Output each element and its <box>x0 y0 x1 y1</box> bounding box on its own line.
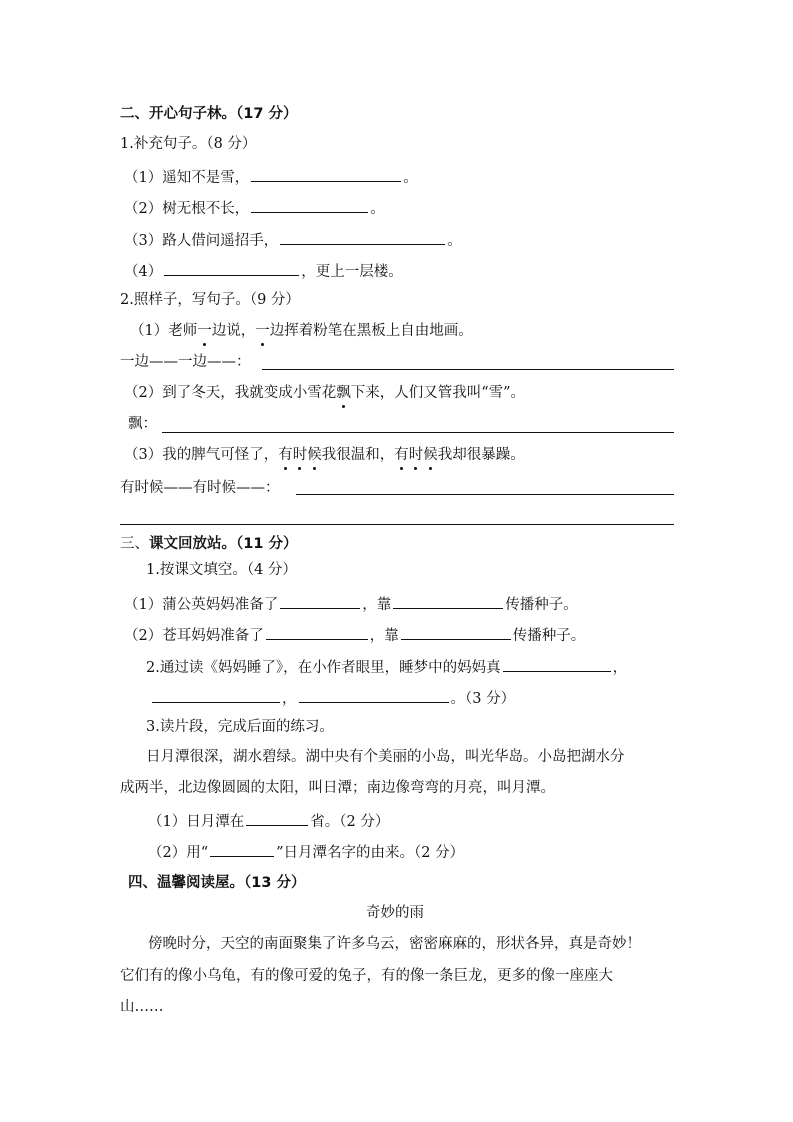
q2-1-item-3-end: 。 <box>447 233 462 249</box>
sentence-part: 下来，人们又管我叫“雪”。 <box>350 385 526 401</box>
sentence-part: 省。（2 分） <box>310 814 390 830</box>
answer-line[interactable] <box>296 494 674 495</box>
q2-1-item-2-end: 。 <box>370 201 385 217</box>
sentence-part: 传播种子。 <box>505 597 578 613</box>
answer-line[interactable] <box>120 524 674 525</box>
emphasis-char: 时 <box>408 447 424 463</box>
emphasis-char: 一 <box>197 323 212 339</box>
answer-blank[interactable] <box>164 259 299 276</box>
example-sentence-2 <box>124 383 525 403</box>
answer-blank[interactable] <box>152 686 280 703</box>
write-prompt-3: 有时候——有时候——： <box>120 480 280 496</box>
story-paragraph-line: 山…… <box>120 999 164 1015</box>
answer-blank[interactable] <box>393 592 503 609</box>
q2-1-item-4-text: ，更上一层楼。 <box>301 264 403 280</box>
question-3-1-title: 1.按课文填空。（4 分） <box>146 562 297 578</box>
emphasis-char: 候 <box>423 447 438 463</box>
sentence-part: （1）蒲公英妈妈准备了 <box>124 597 279 613</box>
answer-blank[interactable] <box>251 165 401 182</box>
sentence-part: 边说， <box>211 323 256 339</box>
write-prompt-2: 飘： <box>128 416 157 432</box>
example-sentence-1 <box>130 321 473 341</box>
emphasis-char: 有 <box>394 447 409 463</box>
sentence-part: ， <box>282 691 297 707</box>
emphasis-char: 一 <box>255 323 270 339</box>
sentence-part: （2）到了冬天，我就变成小雪花 <box>124 385 337 401</box>
answer-line[interactable] <box>262 369 674 370</box>
emphasis-char: 飘 <box>336 385 351 401</box>
emphasis-char: 时 <box>292 447 308 463</box>
q3-3-item-1 <box>148 809 389 832</box>
q2-1-item-4-num: （4） <box>124 264 163 280</box>
q2-1-item-1-end: 。 <box>403 170 418 186</box>
sentence-part: 传播种子。 <box>512 628 586 644</box>
story-title: 奇妙的雨 <box>366 905 424 921</box>
answer-blank[interactable] <box>503 655 611 672</box>
emphasis-char: 候 <box>307 447 322 463</box>
sentence-part: ”日月潭名字的由来。（2 分） <box>276 845 465 861</box>
answer-blank[interactable] <box>401 623 511 640</box>
answer-line[interactable] <box>162 432 674 433</box>
section-2-heading: 二、开心句子林。（17 分） <box>120 106 298 122</box>
sentence-part: （2）用“ <box>148 845 209 861</box>
sentence-part: （3）我的脾气可怪了， <box>124 447 279 463</box>
q3-2-line-2 <box>150 686 515 709</box>
q2-1-item-3 <box>124 228 462 251</box>
write-prompt-1: 一边——一边——： <box>120 354 251 370</box>
passage-line: 日月潭很深，湖水碧绿。湖中央有个美丽的小岛，叫光华岛。小岛把湖水分 <box>146 749 625 765</box>
sentence-part: 。（3 分） <box>450 691 516 707</box>
answer-blank[interactable] <box>299 686 449 703</box>
q3-2-line-1 <box>146 655 627 678</box>
passage-line: 成两半，北边像圆圆的太阳，叫日潭；南边像弯弯的月亮，叫月潭。 <box>120 780 555 796</box>
sentence-part: 边挥着粉笔在黑板上自由地画。 <box>269 323 473 339</box>
question-2-1-title: 1.补充句子。（8 分） <box>120 136 257 152</box>
sentence-part: （1）老师 <box>130 323 198 339</box>
answer-blank[interactable] <box>210 840 274 857</box>
sentence-part: 我很温和， <box>321 447 395 463</box>
q2-1-item-1-text: （1）遥知不是雪， <box>124 170 250 186</box>
answer-blank[interactable] <box>280 592 360 609</box>
sentence-part: （1）日月潭在 <box>148 814 245 830</box>
answer-blank[interactable] <box>246 809 308 826</box>
emphasis-char: 有 <box>278 447 293 463</box>
answer-blank[interactable] <box>280 228 445 245</box>
q2-1-item-2-text: （2）树无根不长， <box>124 201 250 217</box>
example-sentence-3 <box>124 445 525 465</box>
question-3-2-text: 2.通过读《妈妈睡了》，在小作者眼里，睡梦中的妈妈真 <box>146 660 501 676</box>
sentence-part: ， <box>612 660 628 676</box>
section-3-title: 课文回放站。（11 分） <box>149 536 298 552</box>
q2-1-item-4 <box>124 259 403 282</box>
q2-1-item-1 <box>124 165 418 188</box>
section-3-heading <box>120 534 297 554</box>
sentence-part: （2）苍耳妈妈准备了 <box>124 628 264 644</box>
section-3-number: 三、 <box>120 536 149 552</box>
story-paragraph-line: 傍晚时分，天空的南面聚集了许多乌云，密密麻麻的，形状各异，真是奇妙！ <box>148 936 641 952</box>
q2-1-item-3-text: （3）路人借问遥招手， <box>124 233 279 249</box>
question-3-3-title: 3.读片段，完成后面的练习。 <box>146 719 334 735</box>
answer-blank[interactable] <box>251 196 368 213</box>
q2-1-item-2 <box>124 196 385 219</box>
section-4-heading: 四、温馨阅读屋。（13 分） <box>128 875 306 891</box>
q3-1-line-2 <box>124 623 585 646</box>
q3-1-line-1 <box>124 592 578 615</box>
question-2-2-title: 2.照样子，写句子。（9 分） <box>120 292 300 308</box>
sentence-part: 我却很暴躁。 <box>437 447 525 463</box>
sentence-part: ，靠 <box>362 597 392 613</box>
answer-blank[interactable] <box>266 623 368 640</box>
sentence-part: ，靠 <box>369 628 399 644</box>
story-paragraph-line: 它们有的像小乌龟，有的像可爱的兔子，有的像一条巨龙，更多的像一座座大 <box>120 968 613 984</box>
q3-3-item-2 <box>148 840 464 863</box>
